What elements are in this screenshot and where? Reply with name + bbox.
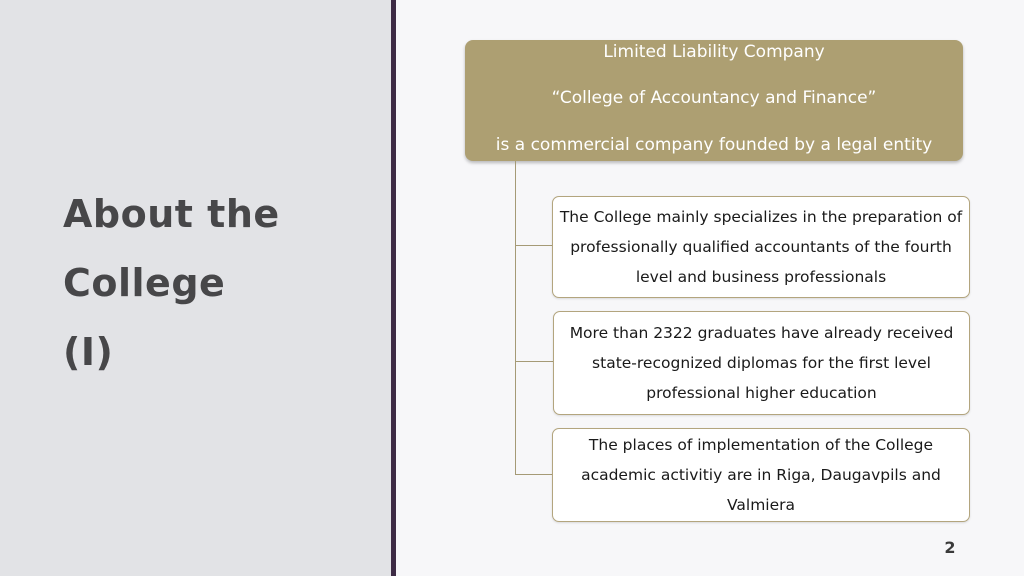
vertical-divider [391, 0, 396, 576]
root-line-1: Limited Liability Company [603, 42, 825, 62]
child-node-locations [552, 428, 970, 522]
root-node [465, 40, 963, 161]
child-node-text: More than 2322 graduates have already received state-recognized diplomas for the first level professional higher education [569, 324, 954, 402]
trunk-connector [515, 161, 516, 474]
slide-title [63, 180, 383, 387]
child-node-specialization [552, 196, 970, 298]
branch-connector-3 [515, 474, 552, 475]
branch-connector-2 [515, 361, 553, 362]
root-line-3: is a commercial company founded by a legal entity [495, 135, 933, 155]
child-node-graduates [553, 311, 970, 415]
page-number: 2 [944, 538, 956, 557]
slide-title-line-3: (I) [63, 330, 114, 374]
child-node-text: The College mainly specializes in the preparation of professionally qualified accountants of the fourth level and business professionals [559, 208, 963, 286]
root-line-2: “College of Accountancy and Finance” [551, 88, 877, 108]
slide-title-line-1: About the [63, 192, 280, 236]
slide-title-line-2: College [63, 261, 226, 305]
child-node-text: The places of implementation of the College academic activitiy are in Riga, Daugavpils and Valmiera [581, 436, 941, 514]
branch-connector-1 [515, 245, 552, 246]
